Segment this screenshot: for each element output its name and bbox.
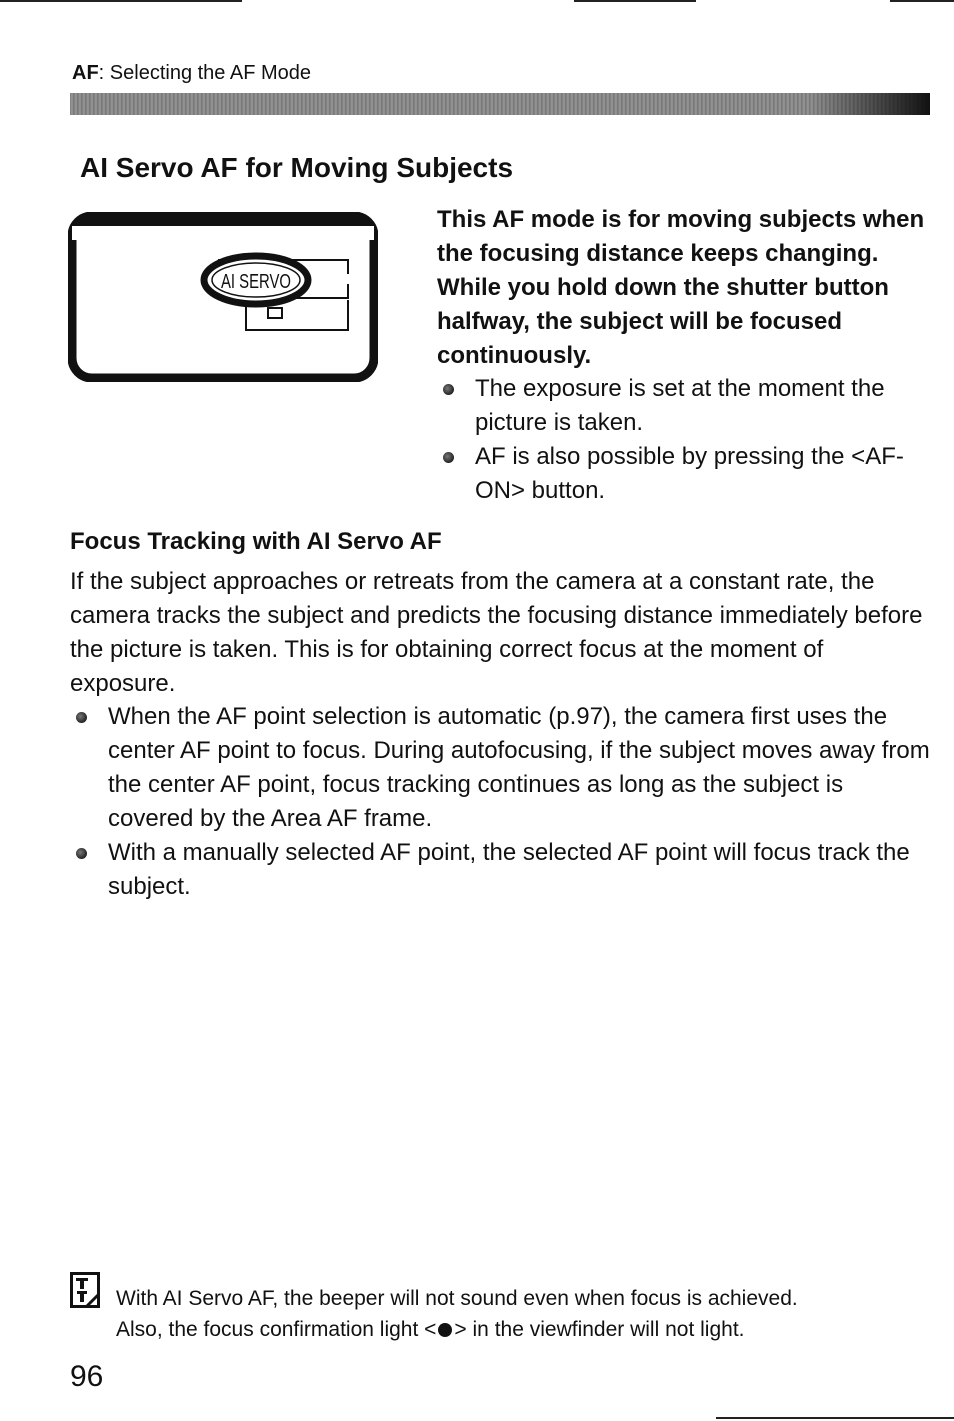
note-line-2 (116, 1314, 926, 1345)
page-title: AI Servo AF for Moving Subjects (80, 152, 514, 183)
note-line-1: With AI Servo AF, the beeper will not sound even when focus is achieved. (116, 1287, 798, 1310)
note-icon (70, 1272, 100, 1308)
page-number: 96 (70, 1360, 104, 1393)
bullet-icon (443, 384, 454, 395)
bullet-icon (76, 848, 87, 859)
running-header (72, 62, 311, 85)
af-symbol: AF (72, 62, 99, 84)
bottom-rule (716, 1417, 954, 1419)
body-paragraph: If the subject approaches or retreats from the camera at a constant rate, the camera tracks the subject and predicts the focusing distance immediately before the picture is taken. This is for obtaining correct focus at the moment of exposure. (70, 568, 923, 697)
list-item (437, 372, 927, 440)
bullet-text: When the AF point selection is automatic (p.97), the camera first uses the center AF point to focus. During autofocusing, if the subject moves away from the center AF point, focus tracking continues as long as the subject is covered by the Area AF frame. (108, 703, 930, 832)
note-line-2-end: > in the viewfinder will not light. (454, 1318, 745, 1341)
list-item (70, 700, 930, 836)
header-section: : Selecting the AF Mode (98, 62, 312, 84)
top-rule-left (0, 0, 242, 2)
bullet-icon (76, 712, 87, 723)
bullet-list-top (437, 372, 927, 508)
lcd-panel-illustration (68, 212, 378, 382)
top-rule-right (890, 0, 954, 2)
bullet-icon (443, 452, 454, 463)
header-band (70, 93, 930, 115)
list-item (70, 836, 930, 904)
bullet-text: The exposure is set at the moment the picture is taken. (475, 375, 885, 436)
bullet-list-bottom (70, 700, 930, 904)
top-rule-mid (574, 0, 696, 2)
bullet-text: AF is also possible by pressing the <AF-ON> button. (475, 443, 904, 504)
list-item (437, 440, 927, 508)
note-line-2-start: Also, the focus confirmation light < (116, 1318, 437, 1341)
bullet-text: With a manually selected AF point, the selected AF point will focus track the subject. (108, 839, 910, 900)
intro-text: This AF mode is for moving subjects when the focusing distance keeps changing. While you hold down the shutter button halfway, the subject will be focused continuously. (437, 206, 925, 369)
note-text (116, 1283, 926, 1345)
section-heading: Focus Tracking with AI Servo AF (70, 528, 442, 555)
focus-confirmation-dot-icon (438, 1323, 452, 1337)
lcd-ai-servo-label: AI SERVO (221, 271, 291, 293)
